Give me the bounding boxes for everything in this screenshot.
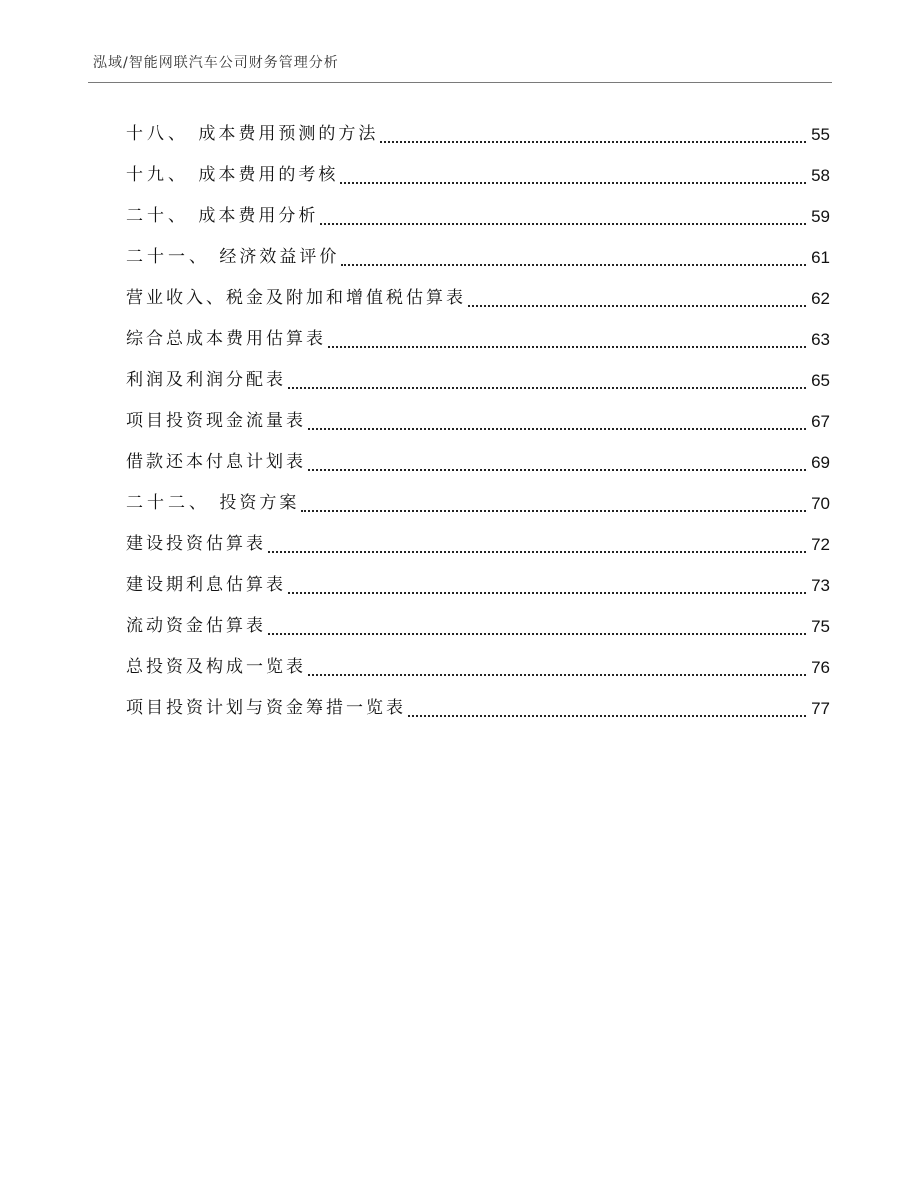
toc-entry-title: 营业收入、税金及附加和增值税估算表 [126,288,466,308]
toc-entry[interactable] [126,483,830,524]
toc-dot-leader [468,305,806,307]
toc-entry-page: 75 [811,617,830,636]
toc-entry-page: 70 [811,494,830,513]
toc-entry-page: 65 [811,371,830,390]
toc-entry-number: 二十二、 [126,493,220,513]
toc-entry[interactable] [126,278,830,319]
toc-entry-number: 二十一、 [126,247,220,267]
toc-entry[interactable] [126,524,830,565]
toc-entry-page: 59 [811,207,830,226]
toc-entry[interactable] [126,647,830,688]
toc-entry-page: 63 [811,330,830,349]
toc-entry-title: 成本费用预测的方法 [198,124,379,144]
toc-entry-title: 利润及利润分配表 [126,370,286,390]
toc-entry[interactable] [126,688,830,729]
toc-entry-page: 77 [811,699,830,718]
toc-entry-title: 总投资及构成一览表 [126,657,306,677]
toc-entry[interactable] [126,401,830,442]
toc-dot-leader [408,715,806,717]
toc-dot-leader [340,182,806,184]
toc-dot-leader [268,633,806,635]
toc-dot-leader [320,223,806,225]
toc-entry-number: 十九、 [126,165,199,185]
toc-entry-title: 项目投资计划与资金筹措一览表 [126,698,406,718]
toc-entry[interactable] [126,237,830,278]
toc-entry-title: 流动资金估算表 [126,616,266,636]
toc-entry-page: 58 [811,166,830,185]
toc-entry-title: 项目投资现金流量表 [126,411,306,431]
table-of-contents [126,114,830,729]
toc-entry-title: 综合总成本费用估算表 [126,329,326,349]
toc-entry-title: 投资方案 [219,493,300,513]
toc-entry-number: 十八、 [126,124,199,144]
header-rule [88,82,832,83]
toc-entry-title: 借款还本付息计划表 [126,452,306,472]
toc-dot-leader [308,469,806,471]
toc-dot-leader [308,428,806,430]
toc-entry[interactable] [126,319,830,360]
toc-entry-title: 成本费用分析 [198,206,319,226]
toc-entry-title: 成本费用的考核 [198,165,339,185]
toc-entry-page: 62 [811,289,830,308]
toc-entry[interactable] [126,606,830,647]
toc-entry-page: 73 [811,576,830,595]
toc-entry-number: 二十、 [126,206,199,226]
toc-entry-page: 72 [811,535,830,554]
toc-entry-page: 55 [811,125,830,144]
toc-dot-leader [341,264,806,266]
toc-entry[interactable] [126,360,830,401]
toc-dot-leader [308,674,806,676]
toc-dot-leader [288,387,806,389]
toc-entry[interactable] [126,565,830,606]
toc-entry[interactable] [126,442,830,483]
toc-entry-title: 经济效益评价 [219,247,340,267]
toc-entry[interactable] [126,196,830,237]
toc-dot-leader [288,592,806,594]
toc-entry-title: 建设期利息估算表 [126,575,286,595]
toc-entry-page: 67 [811,412,830,431]
toc-dot-leader [301,510,806,512]
toc-entry-page: 69 [811,453,830,472]
toc-entry-page: 61 [811,248,830,267]
toc-entry[interactable] [126,155,830,196]
toc-dot-leader [268,551,806,553]
toc-dot-leader [328,346,806,348]
toc-entry-page: 76 [811,658,830,677]
toc-entry-title: 建设投资估算表 [126,534,266,554]
toc-entry[interactable] [126,114,830,155]
toc-dot-leader [380,141,806,143]
running-header: 泓域/智能网联汽车公司财务管理分析 [93,55,339,71]
